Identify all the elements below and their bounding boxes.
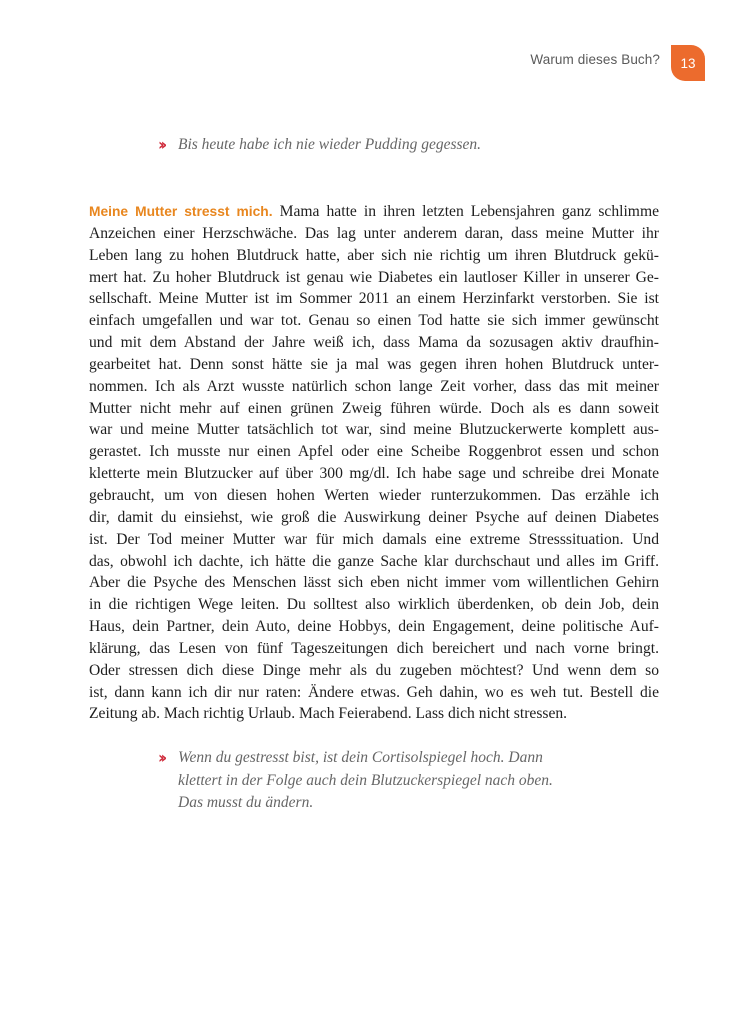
paragraph-line: kletterte mein Blutzucker auf über 300 mg/dl. Ich habe sage und schreibe drei Monate bbox=[89, 465, 659, 483]
pull-quote-line: Wenn du gestresst bist, ist dein Cortisolspiegel hoch. Dann bbox=[178, 749, 543, 766]
paragraph-line bbox=[89, 201, 659, 223]
pull-quote-bottom bbox=[158, 747, 588, 815]
paragraph-line: dir, damit du einsiehst, wie groß die Auswirkung deiner Psyche auf deinen Diabetes bbox=[89, 508, 659, 526]
paragraph-line: sellschaft. Meine Mutter ist im Sommer 2011 an einem Herzinfarkt verstorben. Sie ist bbox=[89, 290, 659, 308]
double-chevron-right-icon: ›› bbox=[158, 748, 164, 767]
paragraph-line: Leben lang zu hohen Blutdruck hatte, aber sich nie richtig um ihren Blutdruck gekü- bbox=[89, 246, 659, 264]
paragraph-line: war und meine Mutter tatsächlich tot war, sind meine Blutzuckerwerte komplett aus- bbox=[89, 421, 659, 439]
paragraph-line: gerastet. Ich musste nur einen Apfel oder eine Scheibe Roggenbrot essen und schon bbox=[89, 443, 659, 461]
paragraph-line: gebraucht, um von diesen hohen Werten wieder runterzukommen. Das erzähle ich bbox=[89, 486, 659, 504]
paragraph-line: klärung, das Lesen von fünf Tageszeitungen dich bereichert und nach vorne bringt. bbox=[89, 639, 659, 657]
paragraph-line: das, obwohl ich dachte, ich hätte die ganze Sache klar durchschaut und alles im Griff. bbox=[89, 552, 659, 570]
paragraph-line: Aber die Psyche des Menschen lässt sich eben nicht immer vom willentlichen Gehirn bbox=[89, 574, 659, 592]
paragraph-line: Zeitung ab. Mach richtig Urlaub. Mach Feierabend. Lass dich nicht stressen. bbox=[89, 705, 568, 723]
paragraph-line: nommen. Ich als Arzt wusste natürlich schon lange Zeit vorher, dass das mit meiner bbox=[89, 377, 659, 395]
pull-quote-line: klettert in der Folge auch dein Blutzuckerspiegel nach oben. bbox=[178, 771, 553, 789]
paragraph-line: und mit dem Abstand der Jahre weiß ich, dass Mama da sozusagen aktiv draufhin- bbox=[89, 334, 659, 352]
paragraph-line: in die richtigen Wege leiten. Du solltest also wirklich überdenken, ob dein Job, dein bbox=[89, 596, 659, 614]
double-chevron-right-icon: ›› bbox=[158, 135, 164, 154]
page-number-badge: 13 bbox=[671, 45, 705, 81]
pull-quote-text: Bis heute habe ich nie wieder Pudding gegessen. bbox=[178, 136, 482, 153]
paragraph-line: mert hat. Zu hoher Blutdruck ist genau wie Diabetes ein lautloser Killer in unserer Ge- bbox=[89, 268, 659, 286]
body-paragraph bbox=[89, 201, 659, 725]
paragraph-line: Anzeichen einer Herzschwäche. Das lag unter anderem daran, dass meine Mutter ihr bbox=[89, 224, 659, 242]
paragraph-line: ist. Der Tod meiner Mutter war für mich damals eine extreme Stresssituation. Und bbox=[89, 530, 659, 548]
section-lead-heading: Meine Mutter stresst mich. bbox=[89, 204, 273, 219]
paragraph-line: ist, dann kann ich dir nur raten: Ändere etwas. Geh dahin, wo es weh tut. Bestell die bbox=[89, 683, 659, 701]
paragraph-line: Oder stressen dich diese Dinge mehr als du zugeben möchtest? Und wenn dem so bbox=[89, 661, 659, 679]
paragraph-line: Haus, dein Partner, dein Auto, deine Hobbys, dein Engagement, deine politische Auf- bbox=[89, 618, 659, 636]
pull-quote-text bbox=[158, 747, 588, 815]
paragraph-line: Mutter nicht mehr auf einen grünen Zweig führen würde. Doch als es dann soweit bbox=[89, 399, 659, 417]
paragraph-line: gearbeitet hat. Denn sonst hätte sie ja mal was gegen ihren hohen Blutdruck unter- bbox=[89, 355, 659, 373]
paragraph-line-text: Mama hatte in ihren letzten Lebensjahren ganz schlimme bbox=[272, 203, 659, 220]
running-head: Warum dieses Buch? bbox=[530, 52, 660, 67]
pull-quote-line: Das musst du ändern. bbox=[178, 794, 314, 811]
paragraph-line: einfach umgefallen und war tot. Genau so einen Tod hatte sie sich immer gewünscht bbox=[89, 312, 659, 330]
pull-quote-top bbox=[158, 134, 578, 157]
